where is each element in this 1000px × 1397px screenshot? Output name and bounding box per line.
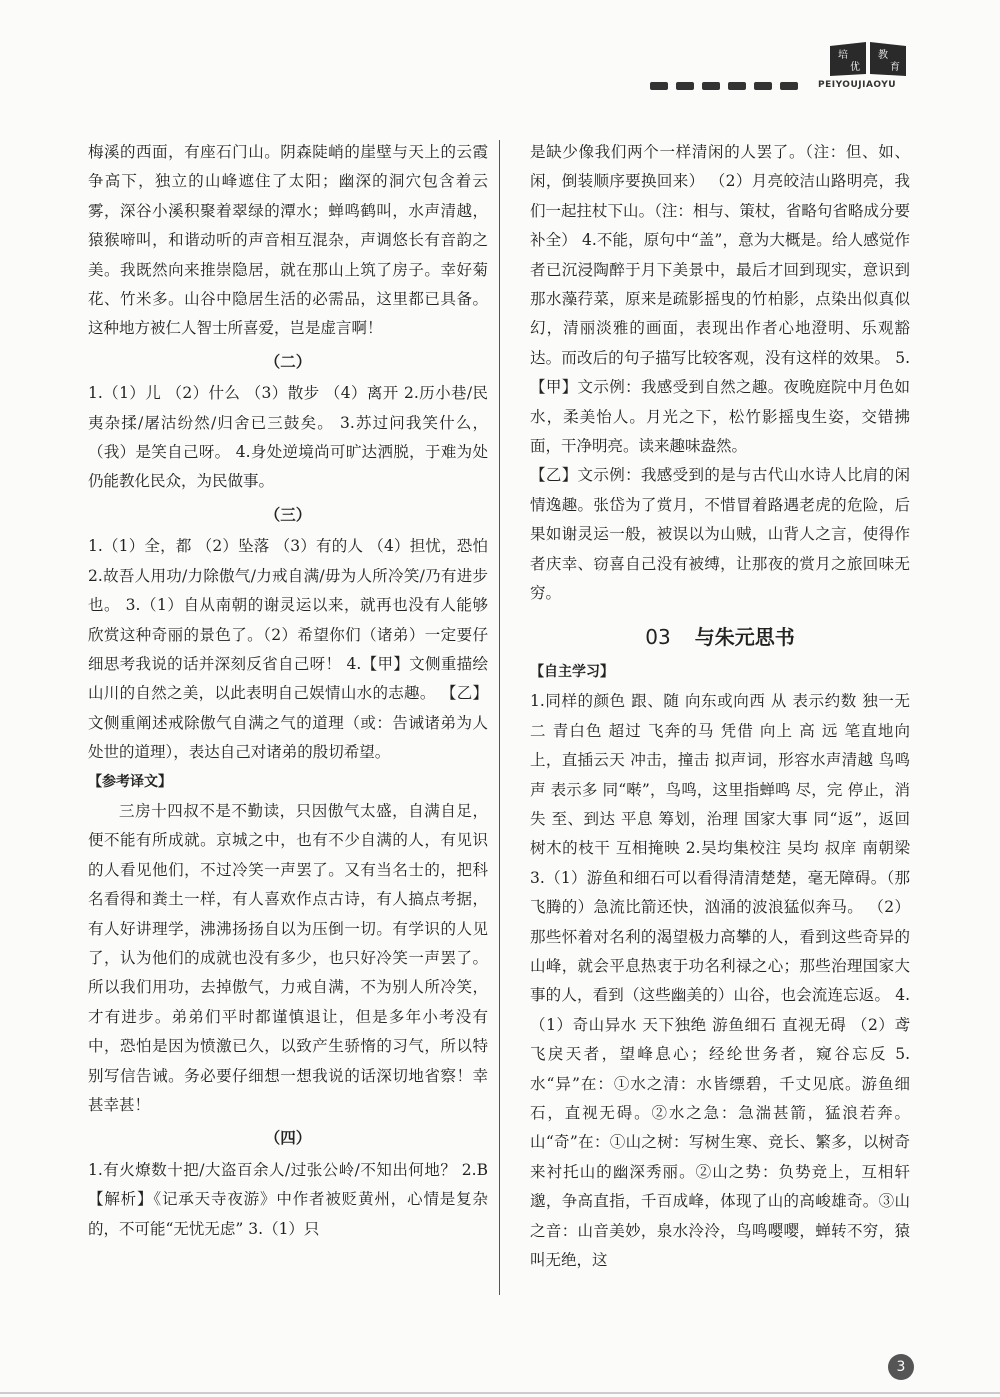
section-2-title: （二） bbox=[264, 351, 312, 371]
chapter-number: 03 bbox=[645, 624, 671, 649]
right-column bbox=[530, 138, 910, 1275]
self-study-answers: 1.同样的颜色 跟、随 向东或向西 从 表示约数 独一无二 青白色 超过 飞奔的马 凭借 向上 高 远 笔直地向上，直插云天 冲击，撞击 拟声词，形容水声清越 鸟鸣声 表示多 同“啭”，鸟鸣，这里指蝉鸣 尽，完 停止，消失 至、到达 平息 筹划，治理 国家大事 同“返”，返回 树木的枝干 互相掩映 2.吴均集校注 吴均 叔庠 南朝梁 3.（1）游鱼和细石可以看得清清楚楚，毫无障碍。（那飞腾的）急流比箭还快，汹涌的波浪猛似奔马。 （2）那些怀着对名利的渴望极力高攀的人，看到这些奇异的山峰，就会平息热衷于功名利禄之心；那些治理国家大事的人，看到（这些幽美的）山谷，也会流连忘返。 4.（1）奇山异水 天下独绝 游鱼细石 直视无碍 （2）鸢飞戾天者，望峰息心；经纶世务者，窥谷忘反 5.水“异”在：①水之清：水皆缥碧，千丈见底。游鱼细石，直视无碍。②水之急：急湍甚箭，猛浪若奔。山“奇”在：①山之树：写树生寒、竞长、繁多，以树奇来衬托山的幽深秀丽。②山之势：负势竞上，互相轩邈，争高直指，千百成峰，体现了山的高峻雄奇。③山之音：山音美妙，泉水泠泠，鸟鸣嘤嘤，蝉转不穷，猿叫无绝，这 bbox=[530, 692, 910, 1270]
section-4-answers: 1.有火燎数十把/大盗百余人/过张公岭/不知出何地？ 2.B【解析】《记承天寺夜游》中作者被贬黄州，心情是复杂的，不可能“无忧无虑” 3.（1）只 bbox=[88, 1160, 488, 1238]
chapter-title: 与朱元思书 bbox=[694, 624, 795, 649]
yi-example-text: 【乙】文示例：我感受到的是与古代山水诗人比肩的闲情逸趣。张岱为了赏月，不惜冒着路遇老虎的危险，后果如谢灵运一般，被误以为山贼，山背人之言，使得作者庆幸、窃喜自己没有被缚，让那夜的赏月之旅回味无穷。 bbox=[530, 466, 910, 603]
logo-text: PEIYOUJIAOYU bbox=[818, 80, 897, 90]
left-column bbox=[88, 138, 488, 1244]
logo-char-3: 优 bbox=[850, 62, 860, 73]
bottom-edge bbox=[0, 1392, 1000, 1394]
section-2-answers: 1.（1）儿 （2）什么 （3）散步 （4）离开 2.历小巷/民夷杂揉/屠沽纷然/归舍已三鼓矣。 3.苏过问我笑什么，（我）是笑自己呀。 4.身处逆境尚可旷达洒脱，于难为处仍能教化民众，为民做事。 bbox=[88, 384, 488, 491]
header-decoration bbox=[650, 82, 798, 90]
logo-char-4: 育 bbox=[890, 62, 900, 73]
column-divider bbox=[499, 140, 500, 1295]
section-3-title: （三） bbox=[264, 504, 312, 524]
section-3-answers: 1.（1）全，都 （2）坠落 （3）有的人 （4）担忧，恐怕 2.故吾人用功/力除傲气/力戒自满/毋为人所冷笑/乃有进步也。 3.（1）自从南朝的谢灵运以来，就再也没有人能够欣赏这种奇丽的景色了。（2）希望你们（诸弟）一定要仔细思考我说的话并深刻反省自己呀！ 4.【甲】文侧重描绘山川的自然之美，以此表明自己娱情山水的志趣。 【乙】文侧重阐述戒除傲气自满之气的道理（或：告诫诸弟为人处世的道理），表达自己对诸弟的殷切希望。 bbox=[88, 537, 488, 762]
self-study-label: 【自主学习】 bbox=[530, 663, 614, 680]
page-number: 3 bbox=[888, 1354, 914, 1380]
reference-translation-label: 【参考译文】 bbox=[88, 773, 172, 790]
chapter-heading bbox=[530, 623, 910, 652]
book-logo-icon bbox=[828, 38, 908, 78]
logo-char-1: 培 bbox=[838, 50, 848, 61]
logo-char-2: 教 bbox=[878, 50, 888, 61]
continued-answers: 是缺少像我们两个一样清闲的人罢了。（注：但、如、闲，倒装顺序要换回来） （2）月亮皎洁山路明亮，我们一起拄杖下山。（注：相与、策杖，省略句省略成分要补全） 4.不能，原句中“盖”，意为大概是。给人感觉作者已沉浸陶醉于月下美景中，最后才回到现实，意识到那水藻荇菜，原来是疏影摇曳的竹柏影，点染出似真似幻，清丽淡雅的画面，表现出作者心地澄明、乐观豁达。而改后的句子描写比较客观，没有这样的效果。 5.【甲】文示例：我感受到自然之趣。夜晚庭院中月色如水，柔美怡人。月光之下，松竹影摇曳生姿，交错拂面，干净明亮。读来趣味盎然。 bbox=[530, 143, 910, 456]
reference-translation-text: 三房十四叔不是不勤读，只因傲气太盛，自满自足，便不能有所成就。京城之中，也有不少自满的人，有见识的人看见他们，不过冷笑一声罢了。又有当名士的，把科名看得和粪土一样，有人喜欢作点古诗，有人搞点考据，有人好讲理学，沸沸扬扬自以为压倒一切。有学识的人见了，认为他们的成就也没有多少，也只好冷笑一声罢了。所以我们用功，去掉傲气，力戒自满，不为别人所冷笑，才有进步。弟弟们平时都谨慎退让，但是多年小考没有中，恐怕是因为愤激已久，以致产生骄惰的习气，所以特别写信告诫。务必要仔细想一想我说的话深切地省察！幸甚幸甚！ bbox=[88, 801, 488, 1114]
translation-paragraph: 梅溪的西面，有座石门山。阴森陡峭的崖壁与天上的云霞争高下，独立的山峰遮住了太阳；幽深的洞穴包含着云雾，深谷小溪积聚着翠绿的潭水；蝉鸣鹤叫，水声清越，猿猴啼叫，和谐动听的声音相互混杂，声调悠长有音韵之美。我既然向来推崇隐居，就在那山上筑了房子。幸好菊花、竹米多。山谷中隐居生活的必需品，这里都已具备。这种地方被仁人智士所喜爱，岂是虚言啊！ bbox=[88, 143, 488, 338]
section-4-title: （四） bbox=[264, 1128, 312, 1148]
